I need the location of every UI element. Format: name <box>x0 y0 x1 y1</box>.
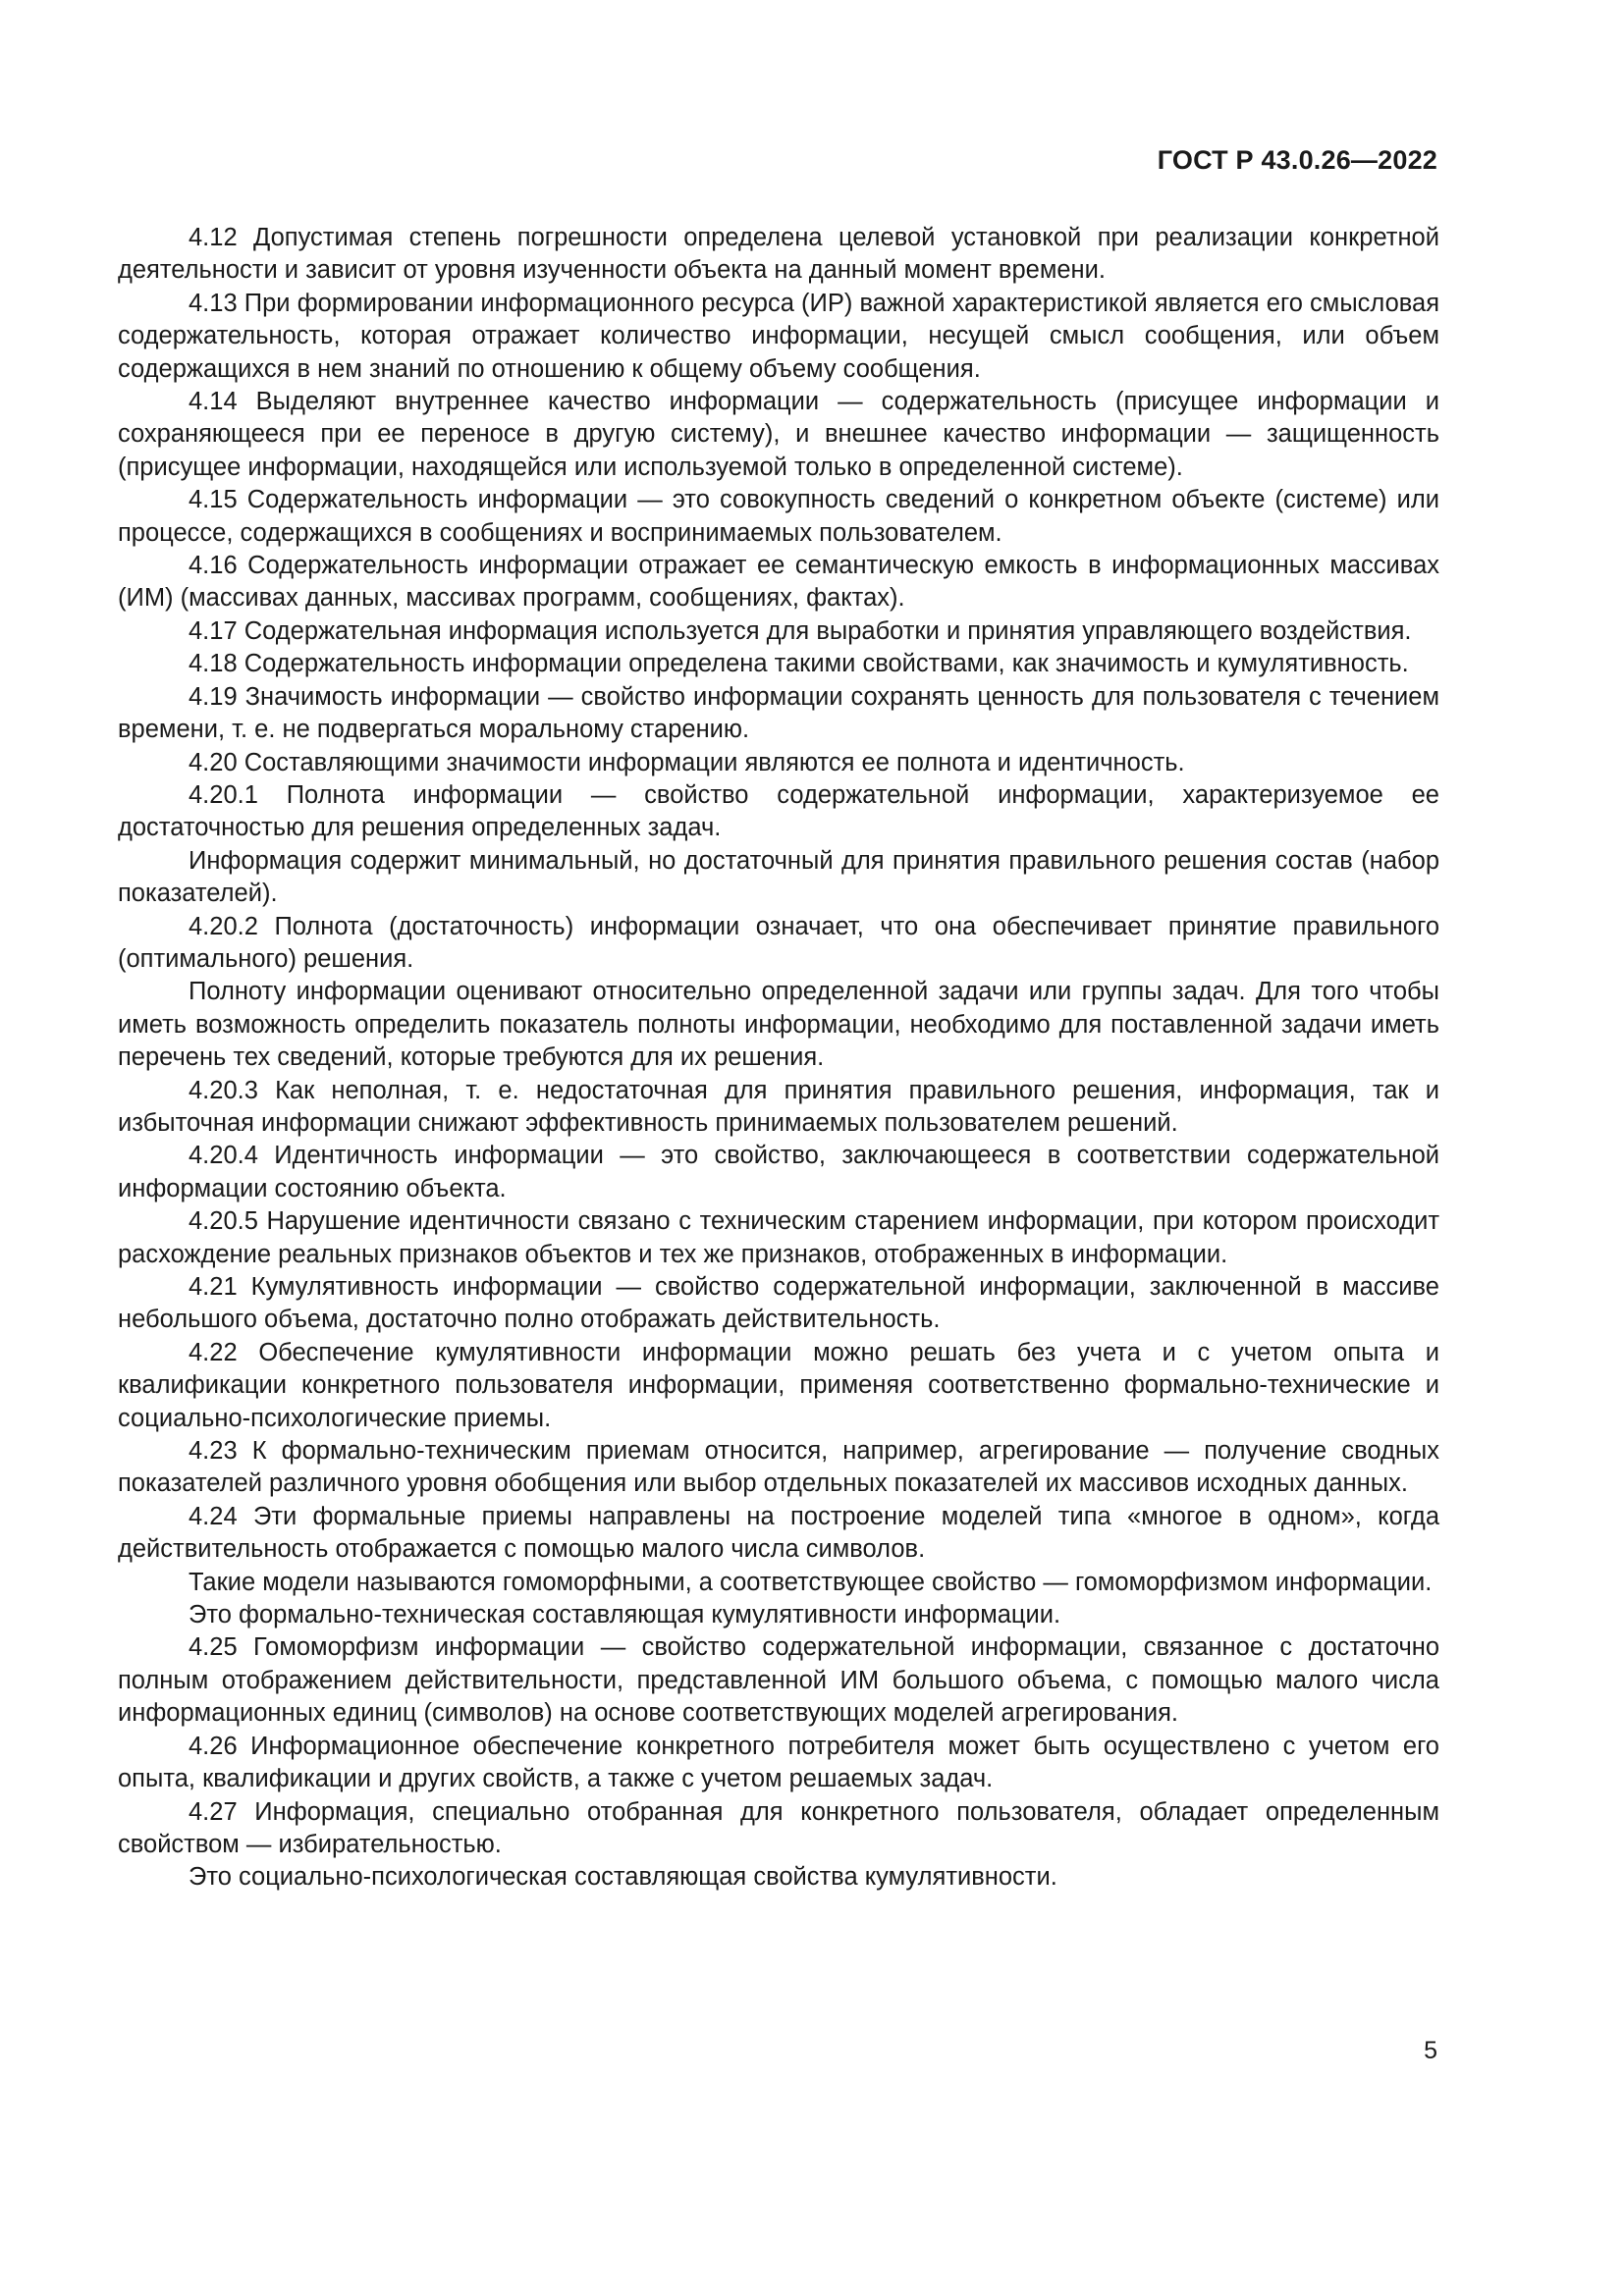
paragraph: 4.12 Допустимая степень погрешности определена целевой установкой при реализации конкретной деятельности и зависит от уровня изученности объекта на данный момент времени. <box>118 224 1439 285</box>
standard-code-header: ГОСТ Р 43.0.26—2022 <box>1157 145 1437 175</box>
page-number: 5 <box>1424 2037 1437 2064</box>
paragraph: 4.20 Составляющими значимости информации являются ее полнота и идентичность. <box>189 748 1185 776</box>
paragraph: Это формально-техническая составляющая кумулятивности информации. <box>189 1601 1061 1629</box>
paragraph: 4.22 Обеспечение кумулятивности информации можно решать без учета и с учетом опыта и квалификации конкретного пользователя информации, применяя соответственно формально-технические и социально-психологические приемы. <box>118 1338 1439 1432</box>
paragraph: 4.20.2 Полнота (достаточность) информации означает, что она обеспечивает принятие правильного (оптимального) решения. <box>118 912 1439 973</box>
paragraph: Это социально-психологическая составляющая свойства кумулятивности. <box>189 1863 1057 1892</box>
paragraph: 4.14 Выделяют внутреннее качество информации — содержательность (присущее информации и сохраняющееся при ее переносе в другую систему), и внешнее качество информации — защищенность (присущее информации, находящейся или используемой только в определенной системе). <box>118 388 1439 481</box>
paragraph: 4.21 Кумулятивность информации — свойство содержательной информации, заключенной в массиве небольшого объема, достаточно полно отображать действительность. <box>118 1273 1439 1334</box>
paragraph: 4.20.1 Полнота информации — свойство содержательной информации, характеризуемое ее достаточностью для решения определенных задач. <box>118 780 1439 842</box>
paragraph: 4.15 Содержательность информации — это совокупность сведений о конкретном объекте (системе) или процессе, содержащихся в сообщениях и воспринимаемых пользователем. <box>118 486 1439 547</box>
paragraph: 4.13 При формировании информационного ресурса (ИР) важной характеристикой является его смысловая содержательность, которая отражает количество информации, несущей смысл сообщения, или объем содержащихся в нем знаний по отношению к общему объему сообщения. <box>118 289 1439 383</box>
paragraph: 4.16 Содержательность информации отражает ее семантическую емкость в информационных массивах (ИМ) (массивах данных, массивах программ, сообщениях, фактах). <box>118 552 1439 613</box>
paragraph: 4.23 К формально-техническим приемам относится, например, агрегирование — получение сводных показателей различного уровня обобщения или выбор отдельных показателей их массивов исходных данных. <box>118 1437 1439 1498</box>
paragraph: Полноту информации оценивают относительно определенной задачи или группы задач. Для того чтобы иметь возможность определить показатель полноты информации, необходимо для поставленной задачи иметь перечень тех сведений, которые требуются для их решения. <box>118 978 1439 1072</box>
paragraph: 4.20.5 Нарушение идентичности связано с техническим старением информации, при котором происходит расхождение реальных признаков объектов и тех же признаков, отображенных в информации. <box>118 1207 1439 1268</box>
paragraph: 4.19 Значимость информации — свойство информации сохранять ценность для пользователя с течением времени, т. е. не подвергаться моральному старению. <box>118 682 1439 744</box>
paragraph: 4.20.4 Идентичность информации — это свойство, заключающееся в соответствии содержательной информации состоянию объекта. <box>118 1142 1439 1202</box>
paragraph: 4.17 Содержательная информация используется для выработки и принятия управляющего воздействия. <box>189 616 1412 645</box>
paragraph: 4.26 Информационное обеспечение конкретного потребителя может быть осуществлено с учетом его опыта, квалификации и других свойств, а также с учетом решаемых задач. <box>118 1732 1439 1793</box>
paragraph: Такие модели называются гомоморфными, а соответствующее свойство — гомоморфизмом информации. <box>189 1568 1433 1596</box>
paragraph: 4.18 Содержательность информации определена такими свойствами, как значимость и кумулятивность. <box>189 650 1409 678</box>
paragraph: 4.24 Эти формальные приемы направлены на построение моделей типа «многое в одном», когда действительность отображается с помощью малого числа символов. <box>118 1502 1439 1564</box>
paragraph: 4.20.3 Как неполная, т. е. недостаточная для принятия правильного решения, информация, так и избыточная информации снижают эффективность принимаемых пользователем решений. <box>118 1076 1439 1137</box>
paragraph: 4.27 Информация, специально отобранная для конкретного пользователя, обладает определенным свойством — избирательностью. <box>118 1797 1439 1858</box>
paragraph: 4.25 Гомоморфизм информации — свойство содержательной информации, связанное с достаточно полным отображением действительности, представленной ИМ большого объема, с помощью малого числа информационных единиц (символов) на основе соответствующих моделей агрегирования. <box>118 1633 1439 1728</box>
paragraph: Информация содержит минимальный, но достаточный для принятия правильного решения состав (набор показателей). <box>118 846 1439 908</box>
document-body <box>118 222 1439 1895</box>
